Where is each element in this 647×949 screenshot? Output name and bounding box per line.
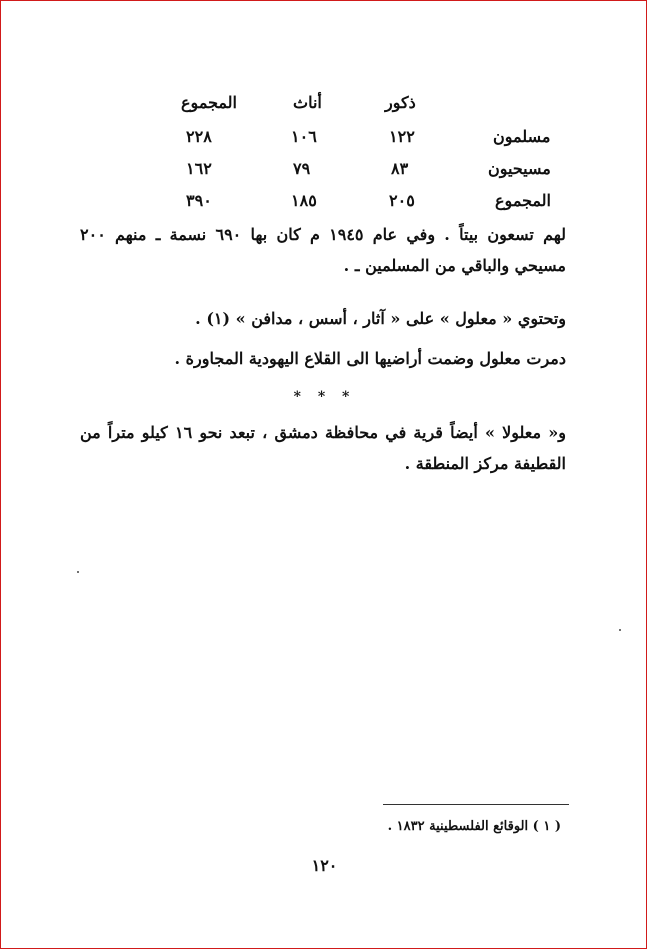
scan-speck <box>77 571 79 573</box>
cell-females: ١٠٦ <box>291 127 317 146</box>
header-total: المجموع <box>181 93 237 112</box>
row-label: مسيحيون <box>488 159 551 178</box>
header-females: أناث <box>293 93 322 112</box>
footnote-divider <box>383 804 569 805</box>
cell-total: ٣٩٠ <box>186 191 212 210</box>
cell-males: ٨٣ <box>391 159 409 178</box>
page-number: ١٢٠ <box>311 856 338 875</box>
table-row <box>1 191 647 219</box>
cell-total: ٢٢٨ <box>186 127 212 146</box>
table-header-row <box>1 93 647 121</box>
row-label: مسلمون <box>493 127 551 146</box>
paragraph: و« معلولا » أيضاً قرية في محافظة دمشق ، تبعد نحو ١٦ كيلو متراً من القطيفة مركز المنطقة . <box>80 423 566 473</box>
cell-females: ١٨٥ <box>291 191 317 210</box>
cell-males: ١٢٢ <box>389 127 415 146</box>
header-males: ذكور <box>385 93 416 112</box>
cell-total: ١٦٢ <box>186 159 212 178</box>
cell-males: ٢٠٥ <box>389 191 415 210</box>
row-label: المجموع <box>495 191 551 210</box>
table-row <box>1 159 647 187</box>
paragraph: لهم تسعون بيتاً . وفي عام ١٩٤٥ م كان بها ٦٩٠ نسمة ـ منهم ٢٠٠ مسيحي والباقي من المسلمين ـ . <box>80 225 566 275</box>
cell-females: ٧٩ <box>293 159 311 178</box>
section-separator: * * * <box>293 389 356 405</box>
paragraph: دمرت معلول وضمت أراضيها الى القلاع اليهودية المجاورة . <box>174 349 566 368</box>
table-row <box>1 127 647 155</box>
scan-speck <box>619 629 621 631</box>
footnote: ( ١ ) الوقائع الفلسطينية ١٨٣٢ . <box>387 819 561 834</box>
paragraph: وتحتوي « معلول » على « آثار ، أسس ، مدافن » (١) . <box>195 309 566 328</box>
